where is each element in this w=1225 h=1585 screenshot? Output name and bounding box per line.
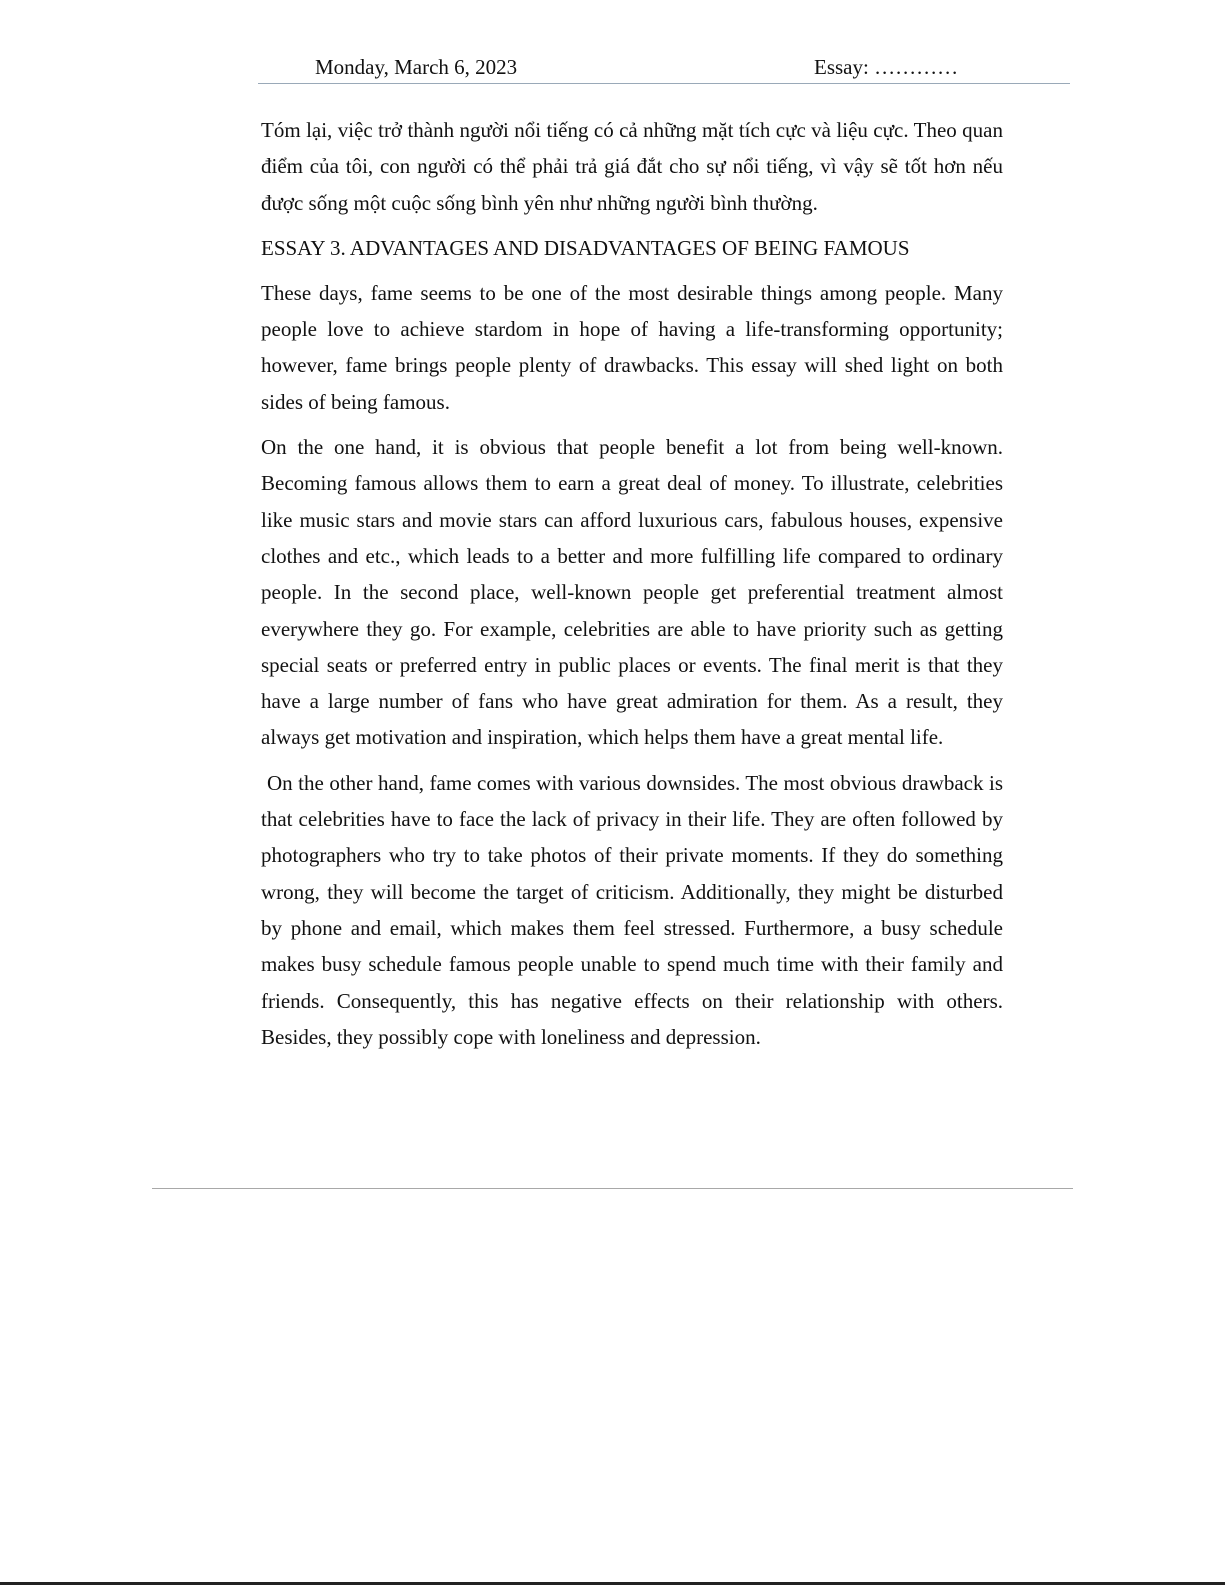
disadvantages-paragraph: On the other hand, fame comes with various downsides. The most obvious drawback is that celebrities have to face the lack of privacy in their life. They are often followed by photographers who try to take photos of their private moments. If they do something wrong, they will become the target of criticism. Additionally, they might be disturbed by phone and email, which makes them feel stressed. Furthermore, a busy schedule makes busy schedule famous people unable to spend much time with their family and friends. Consequently, this has negative effects on their relationship with others. Besides, they possibly cope with loneliness and depression. — [261, 770, 1003, 1049]
advantages-paragraph: On the one hand, it is obvious that people benefit a lot from being well-known. Becoming famous allows them to earn a great deal of money. To illustrate, celebrities like music stars and movie stars can afford luxurious cars, fabulous houses, expensive clothes and etc., which leads to a better and more fulfilling life compared to ordinary people. In the second place, well-known people get preferential treatment almost everywhere they go. For example, celebrities are able to have priority such as getting special seats or preferred entry in public places or events. The final merit is that they have a large number of fans who have great admiration for them. As a result, they always get motivation and inspiration, which helps them have a great mental life. — [261, 435, 1003, 750]
header-essay-label: Essay: ………… — [814, 55, 959, 79]
header-date: Monday, March 6, 2023 — [315, 55, 518, 79]
header-divider — [258, 83, 1070, 84]
conclusion-paragraph: Tóm lại, việc trở thành người nổi tiếng có cả những mặt tích cực và liệu cực. Theo quan điểm của tôi, con người có thể phải trả giá đắt cho sự nổi tiếng, vì vậy sẽ tốt hơn nếu được sống một cuộc sống bình yên như những người bình thường. — [261, 118, 1003, 215]
intro-paragraph: These days, fame seems to be one of the most desirable things among people. Many people love to achieve stardom in hope of having a life-transforming opportunity; however, fame brings people plenty of drawbacks. This essay will shed light on both sides of being famous. — [261, 280, 1003, 414]
document-body — [261, 112, 1003, 1064]
footer-divider — [152, 1188, 1073, 1189]
essay-heading: ESSAY 3. ADVANTAGES AND DISADVANTAGES OF BEING FAMOUS — [261, 235, 910, 260]
